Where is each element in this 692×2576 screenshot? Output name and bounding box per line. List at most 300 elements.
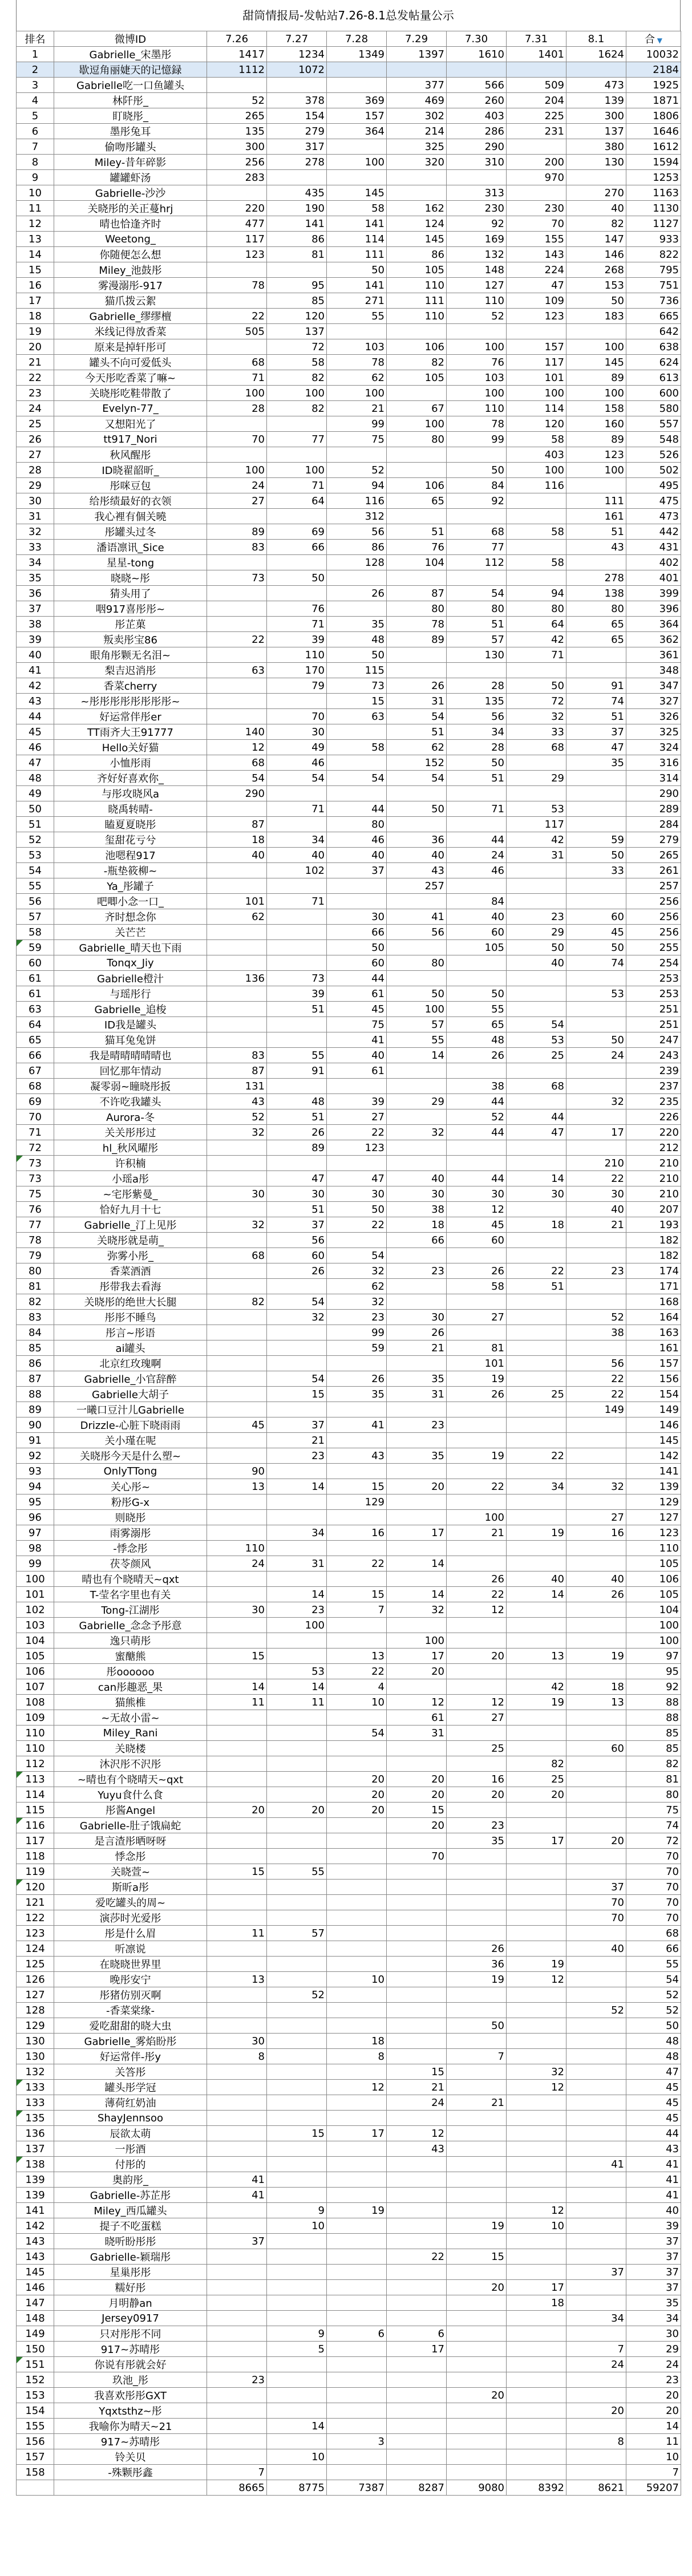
count-cell[interactable]: 30 [267, 1186, 327, 1202]
count-cell[interactable] [387, 1510, 447, 1525]
count-cell[interactable] [267, 2172, 327, 2188]
count-cell[interactable] [507, 2326, 566, 2342]
count-cell[interactable] [566, 1233, 626, 1248]
count-cell[interactable]: 26 [387, 678, 447, 694]
count-cell[interactable]: 20 [207, 1803, 267, 1818]
count-cell[interactable]: 116 [507, 478, 566, 493]
count-cell[interactable] [207, 678, 267, 694]
count-cell[interactable]: 123 [566, 447, 626, 463]
rank-cell[interactable] [17, 2311, 54, 2326]
count-cell[interactable] [447, 1464, 507, 1479]
count-cell[interactable]: 29 [507, 925, 566, 940]
weibo-id-cell[interactable]: 关答彤 [54, 2064, 207, 2080]
count-cell[interactable]: 84 [447, 894, 507, 909]
count-cell[interactable]: 157 [327, 108, 387, 124]
count-cell[interactable] [566, 2234, 626, 2249]
count-cell[interactable]: 114 [327, 232, 387, 247]
count-cell[interactable] [566, 663, 626, 678]
rank-cell[interactable] [17, 2372, 54, 2388]
table-row[interactable] [17, 432, 681, 447]
total-cell[interactable]: 254 [626, 955, 681, 971]
count-cell[interactable] [566, 771, 626, 786]
count-cell[interactable]: 50 [327, 262, 387, 278]
count-cell[interactable]: 16 [327, 1525, 387, 1541]
rank-cell[interactable] [17, 1032, 54, 1048]
count-cell[interactable] [507, 1002, 566, 1017]
rank-cell[interactable] [17, 2295, 54, 2311]
count-cell[interactable] [387, 2265, 447, 2280]
count-cell[interactable] [387, 2111, 447, 2126]
count-cell[interactable] [327, 2111, 387, 2126]
total-cell[interactable]: 251 [626, 1002, 681, 1017]
count-cell[interactable]: 51 [447, 771, 507, 786]
rank-cell[interactable] [17, 1926, 54, 1941]
total-cell[interactable]: 327 [626, 694, 681, 709]
rank-cell[interactable] [17, 324, 54, 339]
count-cell[interactable] [267, 2141, 327, 2157]
table-row[interactable] [17, 540, 681, 555]
count-cell[interactable] [207, 2419, 267, 2434]
weibo-id-cell[interactable]: Gabrielle_宋墨彤 [54, 47, 207, 62]
total-cell[interactable]: 600 [626, 386, 681, 401]
weibo-id-cell[interactable]: tt917_Nori [54, 432, 207, 447]
table-row[interactable] [17, 2034, 681, 2049]
count-cell[interactable]: 54 [447, 586, 507, 601]
count-cell[interactable]: 257 [387, 878, 447, 894]
count-cell[interactable] [447, 1803, 507, 1818]
count-cell[interactable]: 58 [447, 1279, 507, 1294]
count-cell[interactable] [447, 2342, 507, 2357]
count-cell[interactable] [327, 2095, 387, 2111]
count-cell[interactable]: 40 [447, 909, 507, 925]
count-cell[interactable]: 20 [387, 1664, 447, 1679]
count-cell[interactable]: 21 [387, 2080, 447, 2095]
count-cell[interactable]: 37 [327, 863, 387, 878]
count-cell[interactable] [207, 586, 267, 601]
total-cell[interactable]: 23 [626, 2372, 681, 2388]
total-cell[interactable]: 163 [626, 1325, 681, 1340]
count-cell[interactable]: 75 [327, 432, 387, 447]
count-cell[interactable] [267, 2249, 327, 2265]
count-cell[interactable]: 99 [327, 1325, 387, 1340]
total-cell[interactable]: 161 [626, 1340, 681, 1356]
total-cell[interactable]: 88 [626, 1695, 681, 1710]
rank-cell[interactable] [17, 617, 54, 632]
count-cell[interactable]: 57 [447, 632, 507, 647]
count-cell[interactable]: 15 [267, 1387, 327, 1402]
count-cell[interactable] [327, 2388, 387, 2403]
count-cell[interactable]: 13 [507, 1649, 566, 1664]
weibo-id-cell[interactable]: 你说有彤就会好 [54, 2357, 207, 2372]
count-cell[interactable]: 278 [267, 155, 327, 170]
count-cell[interactable] [267, 1032, 327, 1048]
count-cell[interactable] [566, 1664, 626, 1679]
count-cell[interactable] [447, 1556, 507, 1571]
count-cell[interactable]: 51 [566, 709, 626, 724]
weibo-id-cell[interactable]: 沐沢彤不沢彤 [54, 1756, 207, 1772]
count-cell[interactable] [507, 2111, 566, 2126]
count-cell[interactable] [267, 2188, 327, 2203]
count-cell[interactable] [207, 1910, 267, 1926]
weibo-id-cell[interactable]: 潘语凛讯_Sice [54, 540, 207, 555]
count-cell[interactable]: 60 [566, 909, 626, 925]
count-cell[interactable] [566, 2188, 626, 2203]
table-row[interactable] [17, 832, 681, 848]
count-cell[interactable] [507, 2388, 566, 2403]
count-cell[interactable]: 435 [267, 185, 327, 201]
table-row[interactable] [17, 1125, 681, 1140]
count-cell[interactable]: 82 [207, 1294, 267, 1310]
count-cell[interactable] [327, 1710, 387, 1726]
rank-cell[interactable] [17, 1525, 54, 1541]
count-cell[interactable]: 16 [447, 1772, 507, 1787]
count-cell[interactable] [207, 2126, 267, 2141]
count-cell[interactable]: 130 [566, 155, 626, 170]
rank-cell[interactable] [17, 1864, 54, 1880]
count-cell[interactable] [447, 878, 507, 894]
rank-cell[interactable] [17, 1109, 54, 1125]
count-cell[interactable] [566, 894, 626, 909]
table-row[interactable] [17, 139, 681, 155]
weibo-id-cell[interactable]: 好运常伴彤er [54, 709, 207, 724]
rank-cell[interactable] [17, 93, 54, 108]
count-cell[interactable] [207, 2218, 267, 2234]
rank-cell[interactable] [17, 2357, 54, 2372]
count-cell[interactable]: 41 [387, 909, 447, 925]
rank-cell[interactable] [17, 1726, 54, 1741]
count-cell[interactable] [327, 1849, 387, 1864]
table-row[interactable] [17, 386, 681, 401]
column-header[interactable]: 8.1 [566, 31, 626, 47]
count-cell[interactable]: 53 [566, 986, 626, 1002]
total-cell[interactable]: 37 [626, 2265, 681, 2280]
table-row[interactable] [17, 1541, 681, 1556]
count-cell[interactable] [447, 1433, 507, 1448]
count-cell[interactable]: 22 [507, 1448, 566, 1464]
count-cell[interactable]: 89 [566, 370, 626, 386]
count-cell[interactable] [566, 1464, 626, 1479]
count-cell[interactable] [447, 1880, 507, 1895]
rank-cell[interactable] [17, 1448, 54, 1464]
count-cell[interactable]: 44 [447, 1171, 507, 1186]
count-cell[interactable] [267, 1356, 327, 1371]
table-row[interactable] [17, 1387, 681, 1402]
count-cell[interactable] [387, 1063, 447, 1079]
count-cell[interactable]: 75 [327, 1017, 387, 1032]
table-row[interactable] [17, 1556, 681, 1571]
count-cell[interactable]: 22 [207, 309, 267, 324]
count-cell[interactable] [267, 2111, 327, 2126]
count-cell[interactable]: 100 [327, 155, 387, 170]
count-cell[interactable]: 230 [447, 201, 507, 216]
count-cell[interactable]: 18 [566, 1679, 626, 1695]
table-row[interactable] [17, 1294, 681, 1310]
count-cell[interactable]: 469 [387, 93, 447, 108]
weibo-id-cell[interactable]: 关芒芒 [54, 925, 207, 940]
count-cell[interactable] [566, 1556, 626, 1571]
count-cell[interactable] [267, 878, 327, 894]
count-cell[interactable]: 20 [566, 1833, 626, 1849]
count-cell[interactable]: 8 [207, 2049, 267, 2064]
rank-cell[interactable] [17, 1387, 54, 1402]
rank-cell[interactable] [17, 1649, 54, 1664]
count-cell[interactable]: 970 [507, 170, 566, 185]
count-cell[interactable]: 30 [566, 1186, 626, 1202]
table-row[interactable] [17, 1494, 681, 1510]
count-cell[interactable] [447, 2157, 507, 2172]
count-cell[interactable]: 81 [267, 247, 327, 262]
count-cell[interactable] [387, 1833, 447, 1849]
count-cell[interactable] [447, 2326, 507, 2342]
weibo-id-cell[interactable]: 关晓楼 [54, 1741, 207, 1756]
count-cell[interactable] [387, 2049, 447, 2064]
total-cell[interactable]: 325 [626, 724, 681, 740]
table-row[interactable] [17, 124, 681, 139]
count-cell[interactable] [267, 2403, 327, 2419]
count-cell[interactable]: 30 [207, 1186, 267, 1202]
count-cell[interactable] [207, 1957, 267, 1972]
count-cell[interactable] [207, 863, 267, 878]
rank-cell[interactable] [17, 416, 54, 432]
count-cell[interactable] [267, 1726, 327, 1741]
weibo-id-cell[interactable]: Gabrielle_雾焰盼彤 [54, 2034, 207, 2049]
count-cell[interactable]: 34 [507, 1479, 566, 1494]
count-cell[interactable] [447, 1864, 507, 1880]
weibo-id-cell[interactable]: 玖池_彤 [54, 2372, 207, 2388]
weibo-id-cell[interactable]: Gabrielle_追梭 [54, 1002, 207, 1017]
count-cell[interactable]: 12 [447, 1695, 507, 1710]
count-cell[interactable] [447, 1679, 507, 1695]
count-cell[interactable] [507, 1941, 566, 1957]
rank-cell[interactable] [17, 1941, 54, 1957]
count-cell[interactable]: 15 [207, 1649, 267, 1664]
count-cell[interactable]: 14 [267, 1679, 327, 1695]
weibo-id-cell[interactable]: Gabrielle_晴天也下雨 [54, 940, 207, 955]
count-cell[interactable]: 53 [507, 801, 566, 817]
total-cell[interactable]: 736 [626, 293, 681, 309]
total-cell[interactable]: 156 [626, 1371, 681, 1387]
weibo-id-cell[interactable]: 猜头用了 [54, 586, 207, 601]
table-row[interactable] [17, 1340, 681, 1356]
count-cell[interactable] [387, 1926, 447, 1941]
count-cell[interactable]: 10 [267, 2449, 327, 2465]
count-cell[interactable]: 23 [327, 1310, 387, 1325]
count-cell[interactable]: 37 [207, 2234, 267, 2249]
count-cell[interactable] [207, 801, 267, 817]
rank-cell[interactable] [17, 971, 54, 986]
count-cell[interactable] [327, 1910, 387, 1926]
count-cell[interactable] [507, 1417, 566, 1433]
weibo-id-cell[interactable]: 弥雾小彤_ [54, 1248, 207, 1263]
count-cell[interactable]: 21 [447, 2095, 507, 2111]
count-cell[interactable]: 403 [447, 108, 507, 124]
count-cell[interactable] [387, 2188, 447, 2203]
count-cell[interactable]: 124 [387, 216, 447, 232]
rank-cell[interactable] [17, 540, 54, 555]
count-cell[interactable]: 11 [207, 1926, 267, 1941]
total-cell[interactable]: 256 [626, 894, 681, 909]
count-cell[interactable] [387, 1987, 447, 2003]
count-cell[interactable]: 1349 [327, 47, 387, 62]
count-cell[interactable] [207, 1402, 267, 1417]
count-cell[interactable] [447, 2295, 507, 2311]
count-cell[interactable] [327, 786, 387, 801]
count-cell[interactable] [207, 1880, 267, 1895]
count-cell[interactable]: 101 [207, 894, 267, 909]
total-cell[interactable]: 41 [626, 2188, 681, 2203]
count-cell[interactable] [447, 324, 507, 339]
table-row[interactable] [17, 2403, 681, 2419]
count-cell[interactable] [267, 2434, 327, 2449]
table-row[interactable] [17, 2265, 681, 2280]
total-cell[interactable]: 97 [626, 1649, 681, 1664]
count-cell[interactable] [267, 1464, 327, 1479]
count-cell[interactable] [507, 2172, 566, 2188]
count-cell[interactable]: 123 [327, 1140, 387, 1156]
total-cell[interactable]: 822 [626, 247, 681, 262]
count-cell[interactable]: 11 [267, 1695, 327, 1710]
count-cell[interactable]: 72 [507, 694, 566, 709]
weibo-id-cell[interactable]: 关小瑾在呢 [54, 1433, 207, 1448]
count-cell[interactable]: 74 [566, 955, 626, 971]
count-cell[interactable] [387, 1895, 447, 1910]
total-cell[interactable]: 139 [626, 1479, 681, 1494]
count-cell[interactable] [566, 1494, 626, 1510]
count-cell[interactable] [387, 786, 447, 801]
count-cell[interactable] [507, 139, 566, 155]
total-cell[interactable]: 123 [626, 1525, 681, 1541]
count-cell[interactable] [447, 1140, 507, 1156]
total-cell[interactable]: 10032 [626, 47, 681, 62]
count-cell[interactable] [447, 1325, 507, 1340]
weibo-id-cell[interactable]: 月明静an [54, 2295, 207, 2311]
count-cell[interactable]: 52 [566, 1310, 626, 1325]
table-row[interactable] [17, 1310, 681, 1325]
weibo-id-cell[interactable]: Gabrielle吃一口鱼罐头 [54, 78, 207, 93]
count-cell[interactable]: 35 [447, 1833, 507, 1849]
total-cell[interactable]: 52 [626, 2003, 681, 2018]
count-cell[interactable] [267, 1510, 327, 1525]
count-cell[interactable]: 12 [207, 740, 267, 755]
count-cell[interactable] [507, 509, 566, 524]
count-cell[interactable]: 17 [507, 2280, 566, 2295]
count-cell[interactable]: 14 [387, 1587, 447, 1602]
count-cell[interactable] [207, 1371, 267, 1387]
weibo-id-cell[interactable]: TT雨齐大王91777 [54, 724, 207, 740]
count-cell[interactable]: 380 [566, 139, 626, 155]
rank-cell[interactable] [17, 1371, 54, 1387]
total-cell[interactable]: 442 [626, 524, 681, 540]
count-cell[interactable]: 100 [387, 1633, 447, 1649]
count-cell[interactable]: 566 [447, 78, 507, 93]
rank-cell[interactable] [17, 463, 54, 478]
count-cell[interactable]: 80 [566, 601, 626, 617]
weibo-id-cell[interactable]: 回忆那年情动 [54, 1063, 207, 1079]
total-cell[interactable]: 66 [626, 1941, 681, 1957]
count-cell[interactable] [566, 1972, 626, 1987]
weibo-id-cell[interactable]: 盯晓彤_ [54, 108, 207, 124]
total-cell[interactable]: 212 [626, 1140, 681, 1156]
table-row[interactable] [17, 1895, 681, 1910]
rank-cell[interactable] [17, 2049, 54, 2064]
count-cell[interactable] [207, 1310, 267, 1325]
table-row[interactable] [17, 324, 681, 339]
count-cell[interactable]: 19 [507, 1525, 566, 1541]
count-cell[interactable] [327, 170, 387, 185]
count-cell[interactable]: 56 [566, 1356, 626, 1371]
count-cell[interactable]: 54 [267, 1371, 327, 1387]
table-row[interactable] [17, 1633, 681, 1649]
weibo-id-cell[interactable]: 你随便怎么想 [54, 247, 207, 262]
count-cell[interactable] [327, 2419, 387, 2434]
total-cell[interactable]: 141 [626, 1464, 681, 1479]
count-cell[interactable] [267, 694, 327, 709]
count-cell[interactable] [207, 2280, 267, 2295]
count-cell[interactable] [507, 971, 566, 986]
count-cell[interactable] [507, 2249, 566, 2265]
count-cell[interactable] [207, 1202, 267, 1217]
count-cell[interactable]: 54 [207, 771, 267, 786]
table-row[interactable] [17, 1695, 681, 1710]
table-row[interactable] [17, 201, 681, 216]
total-cell[interactable]: 174 [626, 1263, 681, 1279]
weibo-id-cell[interactable]: 罐头不向可爱低头 [54, 355, 207, 370]
total-cell[interactable]: 70 [626, 1910, 681, 1926]
total-cell[interactable]: 362 [626, 632, 681, 647]
count-cell[interactable]: 31 [267, 1556, 327, 1571]
count-cell[interactable]: 14 [267, 1479, 327, 1494]
count-cell[interactable]: 65 [566, 632, 626, 647]
count-cell[interactable] [267, 1710, 327, 1726]
table-row[interactable] [17, 2434, 681, 2449]
count-cell[interactable] [387, 817, 447, 832]
table-row[interactable] [17, 1726, 681, 1741]
count-cell[interactable] [267, 447, 327, 463]
rank-cell[interactable] [17, 1849, 54, 1864]
count-cell[interactable]: 103 [447, 370, 507, 386]
count-cell[interactable]: 26 [387, 1325, 447, 1340]
total-cell[interactable]: 68 [626, 1926, 681, 1941]
count-cell[interactable]: 40 [267, 848, 327, 863]
count-cell[interactable]: 4 [327, 1679, 387, 1695]
count-cell[interactable]: 38 [447, 1079, 507, 1094]
total-cell[interactable]: 81 [626, 1772, 681, 1787]
weibo-id-cell[interactable]: 香菜cherry [54, 678, 207, 694]
count-cell[interactable] [566, 62, 626, 78]
count-cell[interactable] [447, 447, 507, 463]
count-cell[interactable]: 54 [327, 771, 387, 786]
total-cell[interactable]: 751 [626, 278, 681, 293]
weibo-id-cell[interactable]: 晓听盼彤彤 [54, 2234, 207, 2249]
table-row[interactable] [17, 632, 681, 647]
count-cell[interactable] [387, 647, 447, 663]
count-cell[interactable] [207, 601, 267, 617]
column-header[interactable]: 7.28 [327, 31, 387, 47]
count-cell[interactable]: 320 [387, 155, 447, 170]
count-cell[interactable]: 74 [566, 694, 626, 709]
rank-cell[interactable] [17, 832, 54, 848]
weibo-id-cell[interactable]: 玺甜花亏兮 [54, 832, 207, 848]
rank-cell[interactable] [17, 663, 54, 678]
count-cell[interactable] [267, 2265, 327, 2280]
count-cell[interactable]: 31 [387, 694, 447, 709]
total-cell[interactable]: 48 [626, 2034, 681, 2049]
count-cell[interactable]: 149 [566, 1402, 626, 1417]
weibo-id-cell[interactable]: 香菜酒酒 [54, 1263, 207, 1279]
count-cell[interactable] [566, 555, 626, 570]
count-cell[interactable]: 100 [566, 339, 626, 355]
count-cell[interactable] [566, 647, 626, 663]
